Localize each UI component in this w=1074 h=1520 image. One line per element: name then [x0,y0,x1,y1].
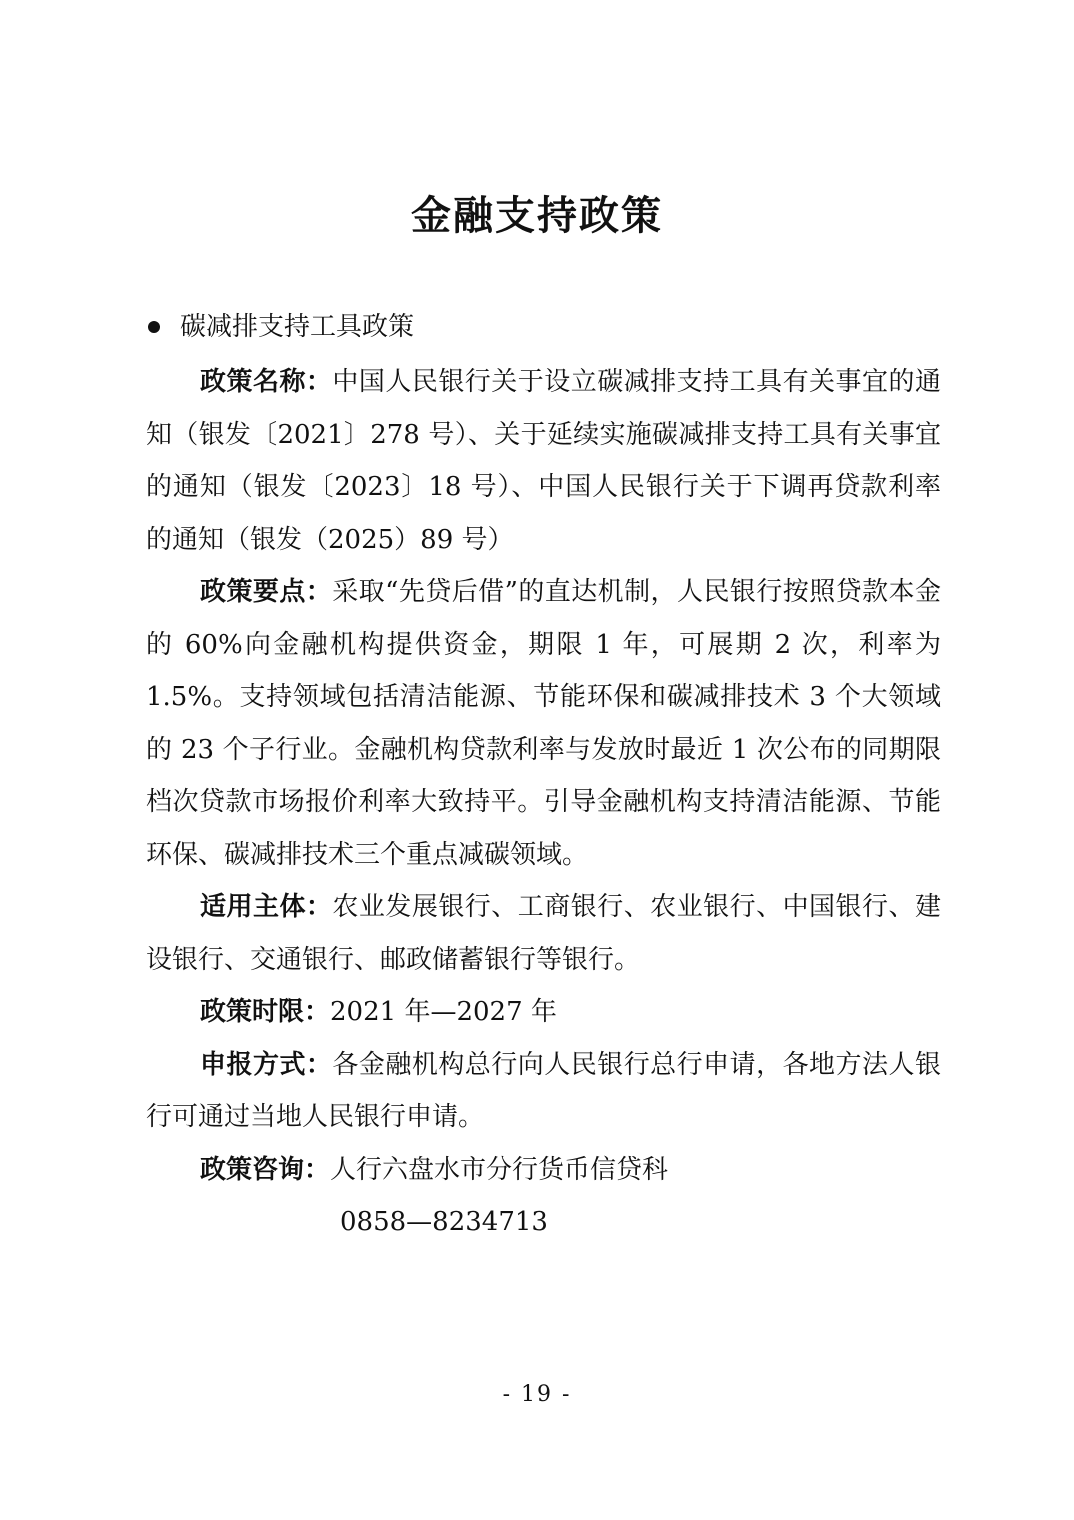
consult-phone: 0858—8234713 [340,1207,548,1237]
application-method-paragraph [146,1039,941,1144]
section-heading-text: 碳减排支持工具政策 [180,312,415,342]
applicable-subjects-paragraph [146,881,941,986]
policy-name-label: 政策名称： [200,367,333,397]
policy-name-paragraph [146,356,941,566]
policy-points-label: 政策要点： [200,577,333,607]
policy-consult-text: 人行六盘水市分行货币信贷科 [330,1154,669,1185]
application-method-label: 申报方式： [200,1049,333,1080]
page-title: 金融支持政策 [411,193,663,239]
policy-period-paragraph [146,986,941,1039]
policy-points-paragraph [146,566,941,881]
policy-name-text: 中国人民银行关于设立碳减排支持工具有关事宜的通知（银发〔2021〕278 号）、关于延续实施碳减排支持工具有关事宜的通知（银发〔2023〕18 号）、中国人民银行关于下调再贷款利率的通知（银发（2025）89 号） [146,367,941,555]
policy-consult-paragraph [146,1144,941,1197]
policy-period-text: 2021 年—2027 年 [330,997,557,1027]
policy-points-text: 采取“先贷后借”的直达机制，人民银行按照贷款本金的 60%向金融机构提供资金，期限 1 年，可展期 2 次，利率为 1.5%。支持领域包括清洁能源、节能环保和碳减排技术 3 个大领域的 23 个子行业。金融机构贷款利率与发放时最近 1 次公布的同期限档次贷款市场报价利率大致持平。引导金融机构支持清洁能源、节能环保、碳减排技术三个重点减碳领域。 [146,577,941,870]
section-heading [146,306,414,348]
document-body [146,356,941,1249]
page-number: - 19 - [502,1382,572,1407]
policy-consult-label: 政策咨询： [200,1154,331,1185]
applicable-subjects-text: 农业发展银行、工商银行、农业银行、中国银行、建设银行、交通银行、邮政储蓄银行等银行。 [146,892,941,975]
applicable-subjects-label: 适用主体： [200,892,333,922]
application-method-text: 各金融机构总行向人民银行总行申请，各地方法人银行可通过当地人民银行申请。 [146,1049,941,1132]
bullet-icon [148,321,160,333]
policy-period-label: 政策时限： [200,997,331,1027]
